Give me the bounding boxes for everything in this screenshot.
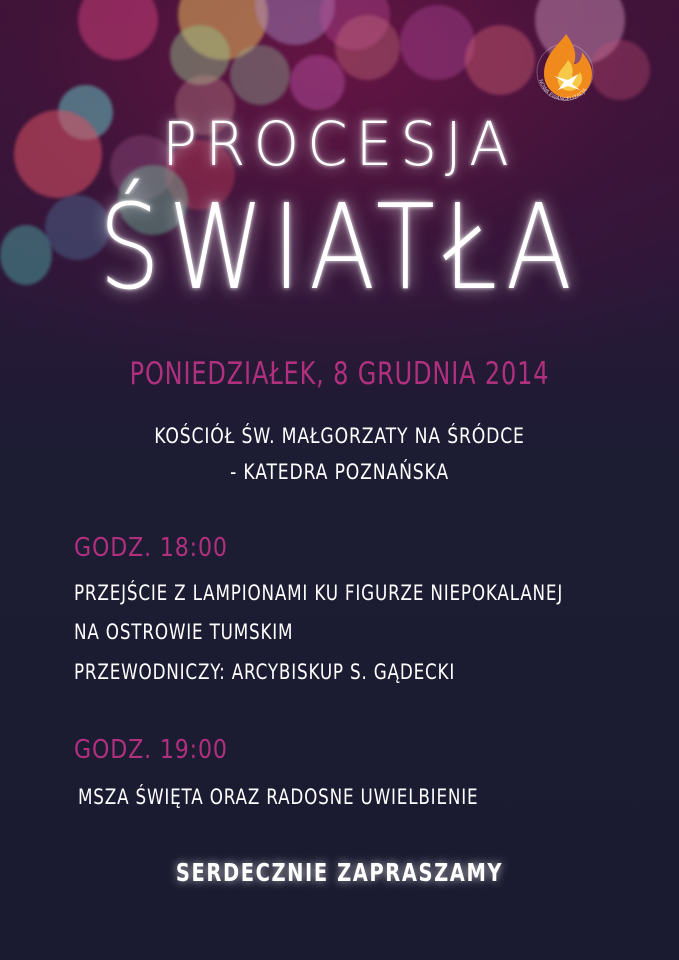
- event2-line1: MSZA ŚWIĘTA ORAZ RADOSNE UWIELBIENIE: [78, 785, 479, 809]
- event1-line2: NA OSTROWIE TUMSKIM: [74, 620, 294, 644]
- title-swiatla: ŚWIATŁA: [98, 178, 581, 316]
- event2-time: GODZ. 19:00: [74, 735, 228, 765]
- title-procesja: PROCESJA: [162, 108, 517, 180]
- invite-text: SERDECZNIE ZAPRASZAMY: [175, 858, 504, 887]
- event1-time: GODZ. 18:00: [74, 533, 228, 563]
- event1-line3: PRZEWODNICZY: ARCYBISKUP S. GĄDECKI: [74, 660, 456, 684]
- bokeh-light: [78, 0, 158, 60]
- flame-dove-icon: [530, 30, 600, 104]
- bokeh-light: [465, 25, 535, 95]
- logo-text: NOWA EWANGELIZACJA: [537, 78, 589, 103]
- bokeh-light: [290, 55, 345, 110]
- bokeh-light: [400, 5, 475, 80]
- bokeh-light: [0, 225, 52, 285]
- place-line-2: - KATEDRA POZNAŃSKA: [230, 460, 449, 484]
- place-line-1: KOŚCIÓŁ ŚW. MAŁGORZATY NA ŚRÓDCE: [154, 424, 525, 448]
- event-date: PONIEDZIAŁEK, 8 GRUDNIA 2014: [129, 356, 550, 392]
- event1-line1: PRZEJŚCIE Z LAMPIONAMI KU FIGURZE NIEPOKALANEJ: [74, 581, 564, 605]
- bokeh-light: [335, 15, 400, 80]
- bokeh-light: [230, 45, 290, 105]
